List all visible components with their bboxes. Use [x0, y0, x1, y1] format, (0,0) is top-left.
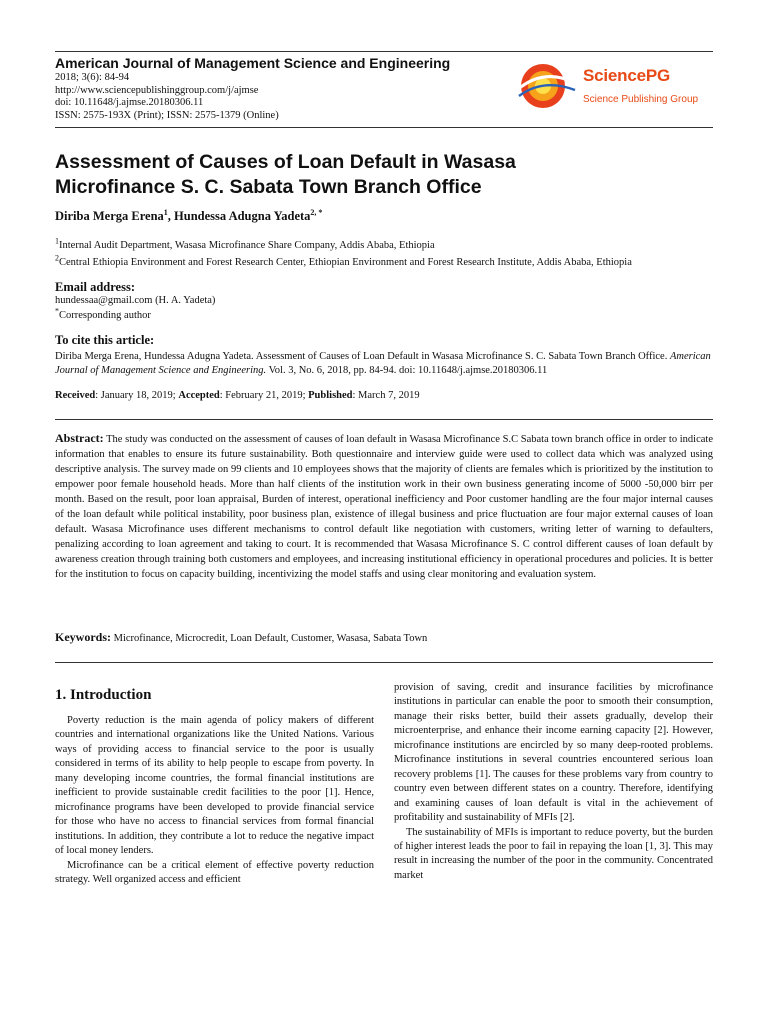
received-label: Received [55, 390, 96, 401]
abstract-bottom-rule [55, 662, 713, 663]
received-date: : January 18, 2019; [95, 390, 179, 401]
paper-title-line-2: Microfinance S. C. Sabata Town Branch Office [55, 176, 482, 198]
keywords-label: Keywords: [55, 630, 111, 644]
intro-paragraph-4: The sustainability of MFIs is important to reduce poverty, but the burden of higher interest leads the poor to fail in repaying the loan [1, 3]. This may result in increasing the number of the poor in the community. Concentrated market [394, 826, 713, 881]
left-column [55, 714, 374, 887]
affiliation-1 [55, 236, 435, 251]
affiliation-2-text: Central Ethiopia Environment and Forest Research Center, Ethiopian Environment and Forest Research Institute, Addis Ababa, Ethiopia [59, 257, 632, 268]
intro-paragraph-2: Microfinance can be a critical element of effective poverty reduction strategy. Well organized access and efficient [55, 859, 374, 885]
published-date: : March 7, 2019 [352, 390, 420, 401]
citation-journal: American Journal of Management Science and Engineering. [55, 351, 711, 376]
intro-paragraph-3: provision of saving, credit and insurance facilities by microfinance institutions in particular can enable the poor to smooth their consumption, manage their risks better, build their assets gradually, develop their microenterprise, and enhance their income earning capacity [2]. However, microfinance institutions are encircled by so many deep-rooted problems. Microfinance institutions in several countries encountered serious loan recovery problems [1]. The causes for these problems vary from country to country even between different states on a country. Therefore, identifying and examining causes of loan default is vital in the achievement of profitability and sustainability of MFIs [2]. [394, 682, 713, 824]
abstract-top-rule [55, 419, 713, 420]
header-rule [55, 127, 713, 128]
published-label: Published [308, 390, 353, 401]
author-1: Diriba Merga Erena [55, 209, 164, 223]
author-2-sup: 2, * [310, 207, 323, 217]
affiliation-1-text: Internal Audit Department, Wasasa Microfinance Share Company, Addis Ababa, Ethiopia [59, 240, 435, 251]
affiliation-1-sup: 1 [55, 236, 59, 246]
intro-paragraph-1: Poverty reduction is the main agenda of policy makers of different countries and international organizations like the United Nations. Various ways of providing access to financial service to the poor is usually considered in terms of its ability to help people to escape from poverty. In many developing income countries, the formal financial institutions are inefficient to provide sustainable credit facilities to the poor [1]. Hence, microfinance programs have been developed to provide financial service for those who have no access to financial services from formal financial institutions. In addition, they contribute a lot to reduce the negative impact of local money lenders. [55, 715, 374, 857]
journal-volume: 2018; 3(6): 84-94 [55, 72, 130, 83]
sciencepg-logo-icon [513, 60, 579, 112]
keywords-text: Microfinance, Microcredit, Loan Default, Customer, Wasasa, Sabata Town [113, 633, 428, 644]
authors [55, 209, 322, 224]
citation-plain: Diriba Merga Erena, Hundessa Adugna Yadeta. Assessment of Causes of Loan Default in Wasasa Microfinance S. C. Sabata Town Branch Office. [55, 351, 668, 362]
paper-title [55, 150, 715, 200]
journal-doi: doi: 10.11648/j.ajmse.20180306.11 [55, 97, 204, 108]
affiliation-2-sup: 2 [55, 253, 59, 263]
citation-tail: Vol. 3, No. 6, 2018, pp. 84-94. doi: 10.11648/j.ajmse.20180306.11 [268, 364, 548, 376]
sciencepg-logo [513, 60, 713, 112]
article-dates [55, 390, 420, 401]
right-column [394, 681, 713, 883]
paper-title-line-1: Assessment of Causes of Loan Default in Wasasa [55, 151, 516, 173]
author-separator: , [167, 209, 175, 223]
abstract [55, 431, 713, 582]
corresponding-author-sup: * [55, 306, 59, 316]
keywords [55, 630, 713, 645]
abstract-label: Abstract: [55, 431, 104, 445]
accepted-label: Accepted [178, 390, 220, 401]
logo-brand-text: SciencePG [583, 66, 671, 85]
citation-text [55, 350, 713, 377]
journal-title: American Journal of Management Science and Engineering [55, 55, 451, 71]
affiliation-2 [55, 253, 632, 268]
accepted-date: : February 21, 2019; [219, 390, 309, 401]
corresponding-author-text: Corresponding author [59, 310, 151, 321]
introduction-heading: 1. Introduction [55, 687, 152, 703]
logo-subtitle: Science Publishing Group [583, 94, 699, 105]
abstract-text: The study was conducted on the assessment of causes of loan default in Wasasa Microfinance S.C Sabata town branch office in order to indicate information that enables to ensure its future sustainability. Both questionnaire and interview guide were used to collect data which was analyzed using descriptive analysis. The survey made on 99 clients and 10 employees shows that the majority of clients are females which is prioritized by the institution to empower poor female household heads. More than half clients of the institution work in their own business generating income of 5000 -50,000 birr per month. Based on the result, poor loan appraisal, Burden of interest, operational inefficiency and Poor customer handling are the four major internal causes of the loan default while political instability, poor business plan, existence of illegal business and price fluctuation are four major external causes of loan default. Wasasa Microfinance uses different mechanisms to control default like negotiation with customers, writing letter of warning to defaulters, penalizing according to loan agreement and taking to court. It is recommended that Wasasa Microfinance S. C control different causes of loan default by awareness creation through training both customers and employees, and increasing institutional efficiency in operational procedures and policies. It is better for the institution to focus on capacity building, incentivizing the model staffs and using clear monitoring and evaluation system. [55, 434, 713, 580]
author-1-sup: 1 [163, 207, 168, 217]
cite-heading: To cite this article: [55, 333, 155, 347]
corresponding-author [55, 306, 151, 321]
journal-url[interactable]: http://www.sciencepublishinggroup.com/j/ajmse [55, 84, 259, 96]
email-address[interactable]: hundessaa@gmail.com (H. A. Yadeta) [55, 295, 216, 306]
top-rule [55, 51, 713, 52]
author-2: Hundessa Adugna Yadeta [174, 209, 311, 223]
journal-issn: ISSN: 2575-193X (Print); ISSN: 2575-1379 (Online) [55, 109, 279, 121]
email-heading: Email address: [55, 280, 135, 294]
